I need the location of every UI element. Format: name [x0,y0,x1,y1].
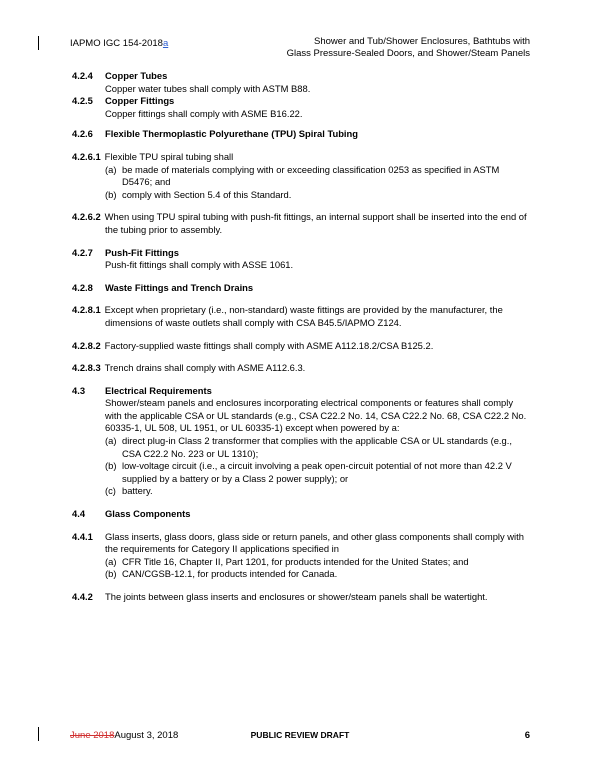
section-heading: Push-Fit Fittings [105,246,179,258]
section-heading: Flexible Thermoplastic Polyurethane (TPU) Spiral Tubing [105,128,358,140]
section-4-2-7: 4.2.7 Push-Fit Fittings Push-fit fittings shall comply with ASSE 1061. [72,247,532,272]
section-heading: Glass Components [105,508,191,520]
section-4-2-8-2: 4.2.8.2 Factory-supplied waste fittings shall comply with ASME A112.18.2/CSA B125.2. [72,339,434,351]
list-item: (a) be made of materials complying with or exceeding classification 0253 as specified in ASTM D5476; and [105,163,500,188]
list-item: (a) CFR Title 16, Chapter II, Part 1201, for products intended for the United States; and [105,555,469,567]
section-4-2-8-3: 4.2.8.3 Trench drains shall comply with ASME A112.6.3. [72,362,306,374]
section-4-2-6: 4.2.6 Flexible Thermoplastic Polyurethane (TPU) Spiral Tubing [72,128,532,141]
list-item: (b) low-voltage circuit (i.e., a circuit involving a peak open-circuit potential of not more than 42.2 V supplied by a battery or by a Class 2 power supply); or [105,460,512,484]
page-number: 6 [524,730,530,741]
list-item: (c) battery. [105,485,153,497]
section-4-2-6-2: 4.2.6.2 When using TPU spiral tubing with push-fit fittings, an internal support shall be inserted into the end of the tubing prior to assembly. [72,211,527,235]
document-body [72,70,532,604]
section-heading: Electrical Requirements [105,384,212,396]
footer-draft-label: PUBLIC REVIEW DRAFT [250,730,350,740]
section-4-2-4: 4.2.4 Copper Tubes Copper water tubes shall comply with ASTM B88. [72,70,532,95]
section-heading: Waste Fittings and Trench Drains [105,281,254,293]
change-bar-footer [38,727,39,741]
section-4-4-2: 4.4.2 The joints between glass inserts and enclosures or shower/steam panels shall be watertight. [72,591,488,602]
section-4-2-5: 4.2.5 Copper Fittings Copper fittings shall comply with ASME B16.22. [72,95,532,120]
list-item: (b) comply with Section 5.4 of this Standard. [105,188,292,200]
section-4-4: 4.4 Glass Components [72,508,532,521]
page-footer [70,730,530,741]
section-4-3: 4.3 Electrical Requirements Shower/steam panels and enclosures incorporating electrical components or features shall comply with the applicable CSA or UL standards (e.g., CSA C22.2 No. 14, CSA C22.2 No. 68, CSA C22.2 No. 60335-1, UL 508, UL 1951, or UL 60335-1) except when powered by a: (a) direct plug-in Class 2 transformer that complies with the applicable CSA or UL standards (e.g., CSA C22.2 No. 223 or UL 1310); (b) low-voltage circuit (i.e., a circuit involving a peak open-circuit potential of not more than 42.2 V supplied by a battery or by a Class 2 power supply); or (c) battery. [72,385,532,498]
section-4-2-6-1: 4.2.6.1 Flexible TPU spiral tubing shall (a) be made of materials complying with or exceeding classification 0253 as specified in ASTM D5476; and (b) comply with Section 5.4 of this Standard. [72,151,532,201]
section-4-2-8: 4.2.8 Waste Fittings and Trench Drains [72,282,532,295]
section-heading: Copper Tubes [105,70,168,81]
change-bar-header [38,36,39,50]
header-insert-mark: a [162,38,169,49]
section-heading: Copper Fittings [105,95,175,107]
footer-date: August 3, 2018 [114,730,179,741]
section-4-2-8-1: 4.2.8.1 Except when proprietary (i.e., non-standard) waste fittings are provided by the manufacturer, the dimensions of waste outlets shall comply with CSA B45.5/IAPMO Z124. [72,304,503,328]
section-4-4-1: 4.4.1 Glass inserts, glass doors, glass side or return panels, and other glass components shall comply with the requirements for Category II applications specified in (a) CFR Title 16, Chapter II, Part 1201, for products intended for the United States; and (b) CAN/CGSB-12.1, for products intended for Canada. [72,531,532,581]
list-item: (b) CAN/CGSB-12.1, for products intended for Canada. [105,568,338,580]
list-item: (a) direct plug-in Class 2 transformer that complies with the applicable CSA or UL standards (e.g., CSA C22.2 No. 223 or UL 1310); [105,435,512,459]
footer-date-deleted: June 2018 [70,730,115,741]
header-title: Shower and Tub/Shower Enclosures, Bathtubs with Glass Pressure-Sealed Doors, and Shower/Steam Panels [286,36,530,59]
header-standard-code: IAPMO IGC 154-2018a [70,38,169,49]
